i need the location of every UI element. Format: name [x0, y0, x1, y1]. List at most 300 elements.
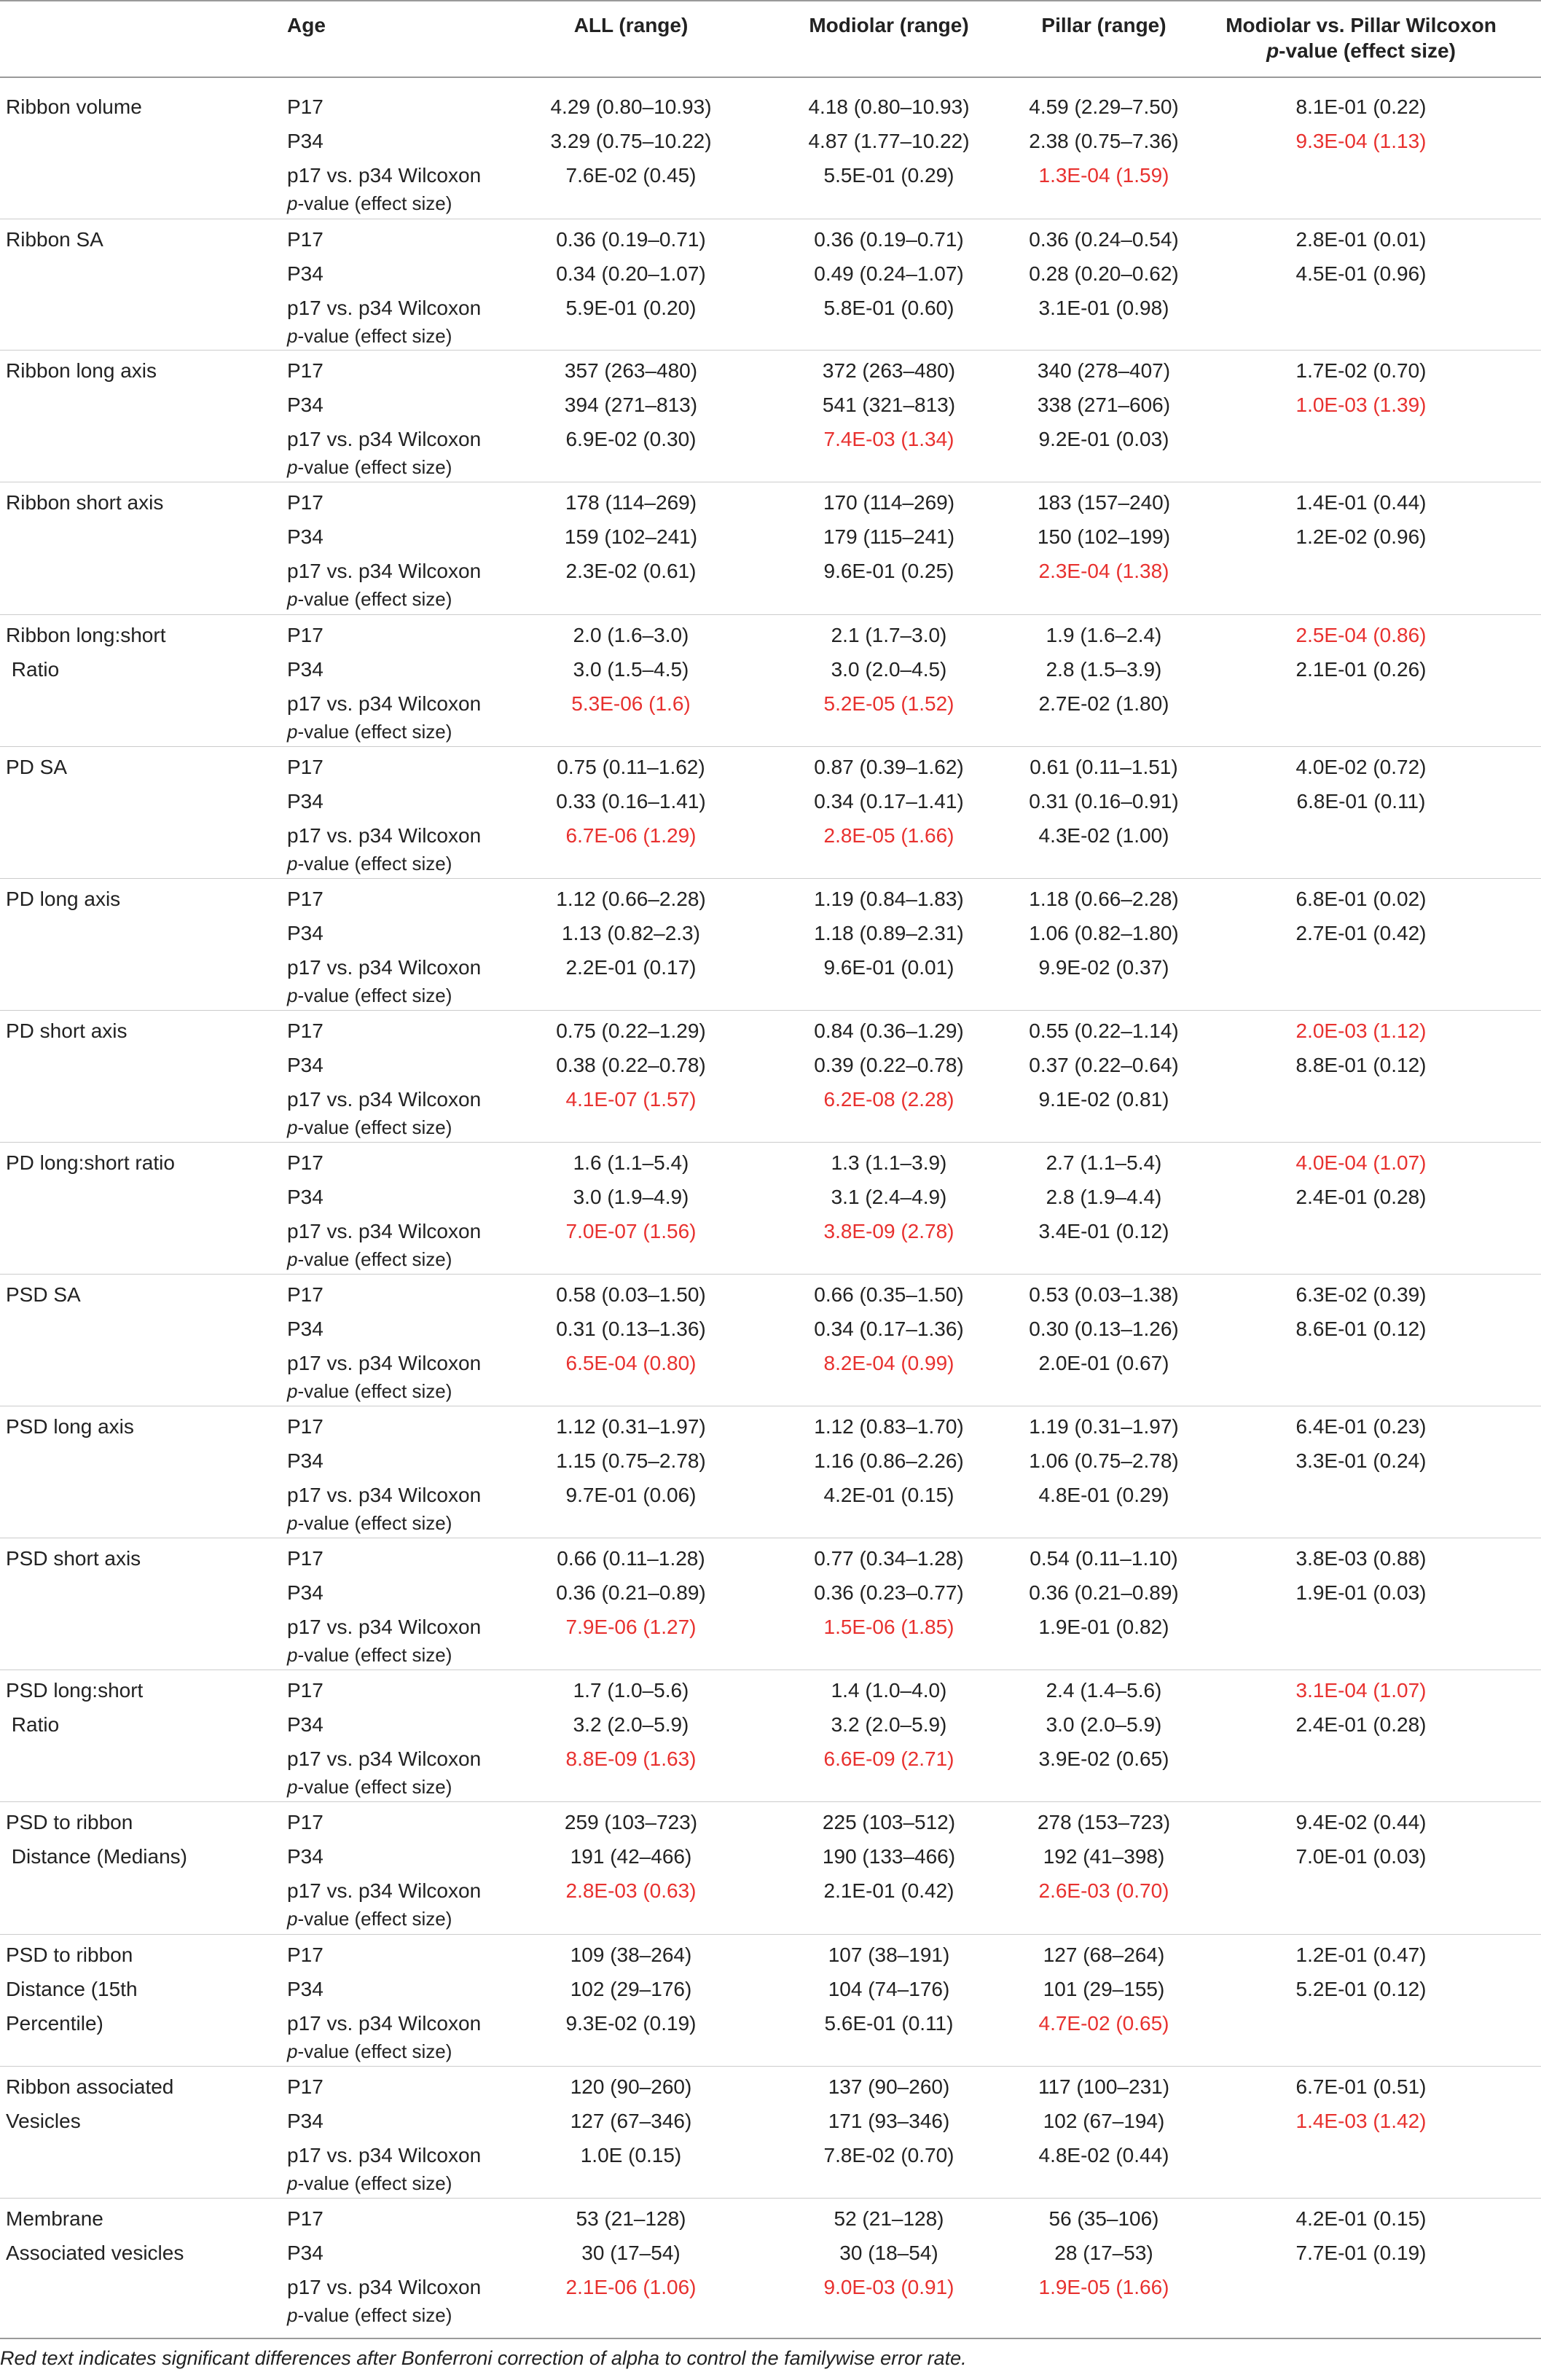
modiolar-compare-pvalue: 7.8E-02 (0.70) [823, 2144, 954, 2166]
row-label: Percentile) [6, 2012, 103, 2035]
modiolar-value: 30 (18–54) [839, 2242, 938, 2264]
all-value: 0.36 (0.19–0.71) [556, 228, 706, 251]
modiolar-value: 1.3 (1.1–3.9) [831, 1151, 947, 1174]
header-pillar: Pillar (range) [1041, 14, 1166, 36]
compare-p-italic: p [287, 2040, 298, 2062]
modiolar-compare-pvalue: 9.6E-01 (0.01) [823, 956, 954, 979]
age-p17: P17 [287, 359, 324, 382]
modiolar-compare-pvalue: 1.5E-06 (1.85) [823, 1616, 954, 1638]
pillar-value: 2.4 (1.4–5.6) [1046, 1679, 1162, 1702]
mvp-pvalue: 6.4E-01 (0.23) [1295, 1415, 1427, 1438]
compare-p-rest: -value (effect size) [297, 2040, 452, 2062]
pillar-compare-pvalue: 2.0E-01 (0.67) [1038, 1352, 1169, 1374]
age-compare-line2 [287, 587, 452, 611]
mvp-pvalue: 4.0E-02 (0.72) [1295, 756, 1427, 778]
pillar-value: 102 (67–194) [1043, 2110, 1165, 2132]
modiolar-compare-pvalue: 5.6E-01 (0.11) [824, 2012, 954, 2035]
all-compare-pvalue: 4.1E-07 (1.57) [565, 1088, 697, 1111]
row-label: PSD short axis [6, 1547, 141, 1570]
age-compare-line2 [287, 1379, 452, 1404]
compare-p-italic: p [287, 853, 298, 874]
compare-p-italic: p [287, 2304, 298, 2326]
mvp-pvalue: 4.5E-01 (0.96) [1295, 262, 1427, 285]
all-value: 3.29 (0.75–10.22) [550, 130, 712, 152]
header-modiolar: Modiolar (range) [809, 14, 969, 36]
pillar-compare-pvalue: 3.1E-01 (0.98) [1038, 297, 1169, 319]
pillar-compare-pvalue: 4.7E-02 (0.65) [1038, 2012, 1169, 2035]
age-p17: P17 [287, 2075, 324, 2098]
pillar-compare-pvalue: 1.9E-01 (0.82) [1038, 1616, 1169, 1638]
row-label: PSD to ribbon [6, 1943, 133, 1966]
age-compare: p17 vs. p34 Wilcoxon [287, 1879, 482, 1902]
header-all: ALL (range) [573, 14, 689, 36]
pillar-compare-pvalue: 9.1E-02 (0.81) [1038, 1088, 1169, 1111]
age-p34: P34 [287, 1054, 324, 1076]
modiolar-value: 104 (74–176) [828, 1978, 950, 2000]
modiolar-value: 137 (90–260) [828, 2075, 950, 2098]
compare-p-italic: p [287, 1380, 298, 1402]
age-compare-line2 [287, 1774, 452, 1799]
all-compare-pvalue: 5.3E-06 (1.6) [571, 692, 691, 715]
age-p17: P17 [287, 95, 324, 118]
pillar-value: 0.31 (0.16–0.91) [1029, 790, 1179, 813]
compare-p-italic: p [287, 325, 298, 347]
age-compare: p17 vs. p34 Wilcoxon [287, 1220, 482, 1242]
age-compare: p17 vs. p34 Wilcoxon [287, 1747, 482, 1770]
pillar-compare-pvalue: 4.3E-02 (1.00) [1038, 824, 1169, 847]
modiolar-value: 52 (21–128) [834, 2207, 944, 2230]
modiolar-compare-pvalue: 8.2E-04 (0.99) [823, 1352, 954, 1374]
age-p17: P17 [287, 491, 324, 514]
age-p34: P34 [287, 790, 324, 813]
row-label: PSD to ribbon [6, 1811, 133, 1833]
compare-p-italic: p [287, 1908, 298, 1930]
all-value: 0.31 (0.13–1.36) [556, 1318, 706, 1340]
all-value: 2.0 (1.6–3.0) [573, 624, 689, 646]
all-value: 3.0 (1.9–4.9) [573, 1186, 689, 1208]
age-compare-line2 [287, 1511, 452, 1535]
age-p34: P34 [287, 1186, 324, 1208]
age-p17: P17 [287, 1151, 324, 1174]
pillar-compare-pvalue: 2.6E-03 (0.70) [1038, 1879, 1169, 1902]
all-compare-pvalue: 8.8E-09 (1.63) [565, 1747, 697, 1770]
all-value: 178 (114–269) [565, 491, 697, 514]
all-value: 357 (263–480) [564, 359, 698, 382]
modiolar-value: 1.16 (0.86–2.26) [814, 1449, 964, 1472]
group-divider [0, 1142, 1541, 1143]
age-p17: P17 [287, 1415, 324, 1438]
modiolar-value: 0.66 (0.35–1.50) [814, 1283, 964, 1306]
age-compare: p17 vs. p34 Wilcoxon [287, 692, 482, 715]
modiolar-value: 1.19 (0.84–1.83) [814, 888, 964, 910]
modiolar-compare-pvalue: 2.8E-05 (1.66) [823, 824, 954, 847]
pillar-value: 0.36 (0.24–0.54) [1029, 228, 1179, 251]
all-compare-pvalue: 1.0E (0.15) [580, 2144, 682, 2166]
group-divider [0, 1801, 1541, 1802]
pillar-value: 2.8 (1.9–4.4) [1046, 1186, 1162, 1208]
modiolar-value: 190 (133–466) [822, 1845, 956, 1868]
all-value: 394 (271–813) [564, 394, 698, 416]
compare-p-rest: -value (effect size) [297, 325, 452, 347]
age-p34: P34 [287, 2110, 324, 2132]
age-p34: P34 [287, 525, 324, 548]
pillar-compare-pvalue: 9.2E-01 (0.03) [1038, 428, 1169, 450]
mvp-pvalue: 6.8E-01 (0.02) [1295, 888, 1427, 910]
compare-p-rest: -value (effect size) [297, 2172, 452, 2194]
all-compare-pvalue: 9.7E-01 (0.06) [565, 1484, 697, 1506]
all-value: 1.6 (1.1–5.4) [573, 1151, 689, 1174]
pillar-value: 4.59 (2.29–7.50) [1029, 95, 1179, 118]
compare-p-italic: p [287, 1248, 298, 1270]
all-value: 0.58 (0.03–1.50) [556, 1283, 706, 1306]
modiolar-value: 3.0 (2.0–4.5) [831, 658, 947, 681]
all-value: 0.34 (0.20–1.07) [556, 262, 706, 285]
mvp-pvalue: 1.2E-02 (0.96) [1295, 525, 1427, 548]
modiolar-value: 2.1 (1.7–3.0) [831, 624, 947, 646]
header-rule [0, 77, 1541, 78]
modiolar-value: 0.49 (0.24–1.07) [814, 262, 964, 285]
age-p17: P17 [287, 888, 324, 910]
table-top-rule [0, 0, 1541, 1]
compare-p-italic: p [287, 985, 298, 1006]
age-compare: p17 vs. p34 Wilcoxon [287, 560, 482, 582]
compare-p-rest: -value (effect size) [297, 588, 452, 610]
all-value: 159 (102–241) [564, 525, 698, 548]
pillar-value: 2.38 (0.75–7.36) [1029, 130, 1179, 152]
pillar-value: 150 (102–199) [1037, 525, 1171, 548]
mvp-pvalue: 6.7E-01 (0.51) [1295, 2075, 1427, 2098]
age-p17: P17 [287, 1283, 324, 1306]
compare-p-rest: -value (effect size) [297, 456, 452, 478]
age-compare-line2 [287, 324, 452, 348]
age-compare-line2 [287, 719, 452, 744]
mvp-pvalue: 4.0E-04 (1.07) [1295, 1151, 1427, 1174]
modiolar-value: 0.36 (0.23–0.77) [814, 1581, 964, 1604]
modiolar-value: 3.2 (2.0–5.9) [831, 1713, 947, 1736]
mvp-pvalue: 1.4E-03 (1.42) [1295, 2110, 1427, 2132]
pillar-value: 2.7 (1.1–5.4) [1046, 1151, 1162, 1174]
row-label: Ribbon long axis [6, 359, 157, 382]
row-label: Ribbon volume [6, 95, 142, 118]
age-compare: p17 vs. p34 Wilcoxon [287, 428, 482, 450]
pillar-compare-pvalue: 1.3E-04 (1.59) [1038, 164, 1169, 187]
mvp-pvalue: 2.4E-01 (0.28) [1295, 1186, 1427, 1208]
pillar-value: 0.54 (0.11–1.10) [1030, 1547, 1178, 1570]
group-divider [0, 1010, 1541, 1011]
age-compare: p17 vs. p34 Wilcoxon [287, 164, 482, 187]
group-divider [0, 1934, 1541, 1935]
all-compare-pvalue: 7.9E-06 (1.27) [565, 1616, 697, 1638]
all-value: 259 (103–723) [564, 1811, 698, 1833]
all-value: 109 (38–264) [570, 1943, 692, 1966]
pillar-value: 0.36 (0.21–0.89) [1029, 1581, 1179, 1604]
age-p34: P34 [287, 658, 324, 681]
header-age: Age [287, 14, 326, 36]
all-compare-pvalue: 5.9E-01 (0.20) [565, 297, 697, 319]
pillar-value: 56 (35–106) [1048, 2207, 1159, 2230]
age-p34: P34 [287, 1449, 324, 1472]
all-value: 120 (90–260) [570, 2075, 692, 2098]
row-label: Ratio [6, 1713, 60, 1736]
pillar-compare-pvalue: 4.8E-01 (0.29) [1038, 1484, 1169, 1506]
age-compare-line2 [287, 983, 452, 1008]
pillar-value: 0.30 (0.13–1.26) [1029, 1318, 1179, 1340]
age-p34: P34 [287, 2242, 324, 2264]
compare-p-rest: -value (effect size) [297, 192, 452, 214]
modiolar-compare-pvalue: 9.6E-01 (0.25) [823, 560, 954, 582]
age-compare: p17 vs. p34 Wilcoxon [287, 2144, 482, 2166]
all-compare-pvalue: 9.3E-02 (0.19) [565, 2012, 697, 2035]
group-divider [0, 878, 1541, 879]
all-value: 191 (42–466) [570, 1845, 692, 1868]
row-label: Membrane [6, 2207, 103, 2230]
all-compare-pvalue: 2.2E-01 (0.17) [565, 956, 697, 979]
mvp-pvalue: 1.0E-03 (1.39) [1295, 394, 1427, 416]
modiolar-value: 179 (115–241) [823, 525, 955, 548]
pillar-value: 2.8 (1.5–3.9) [1046, 658, 1162, 681]
mvp-pvalue: 2.8E-01 (0.01) [1295, 228, 1427, 251]
compare-p-italic: p [287, 721, 298, 743]
pillar-value: 3.0 (2.0–5.9) [1046, 1713, 1162, 1736]
all-value: 1.15 (0.75–2.78) [556, 1449, 706, 1472]
mvp-pvalue: 4.2E-01 (0.15) [1295, 2207, 1427, 2230]
modiolar-compare-pvalue: 4.2E-01 (0.15) [823, 1484, 954, 1506]
all-value: 0.33 (0.16–1.41) [556, 790, 706, 813]
modiolar-compare-pvalue: 6.2E-08 (2.28) [823, 1088, 954, 1111]
row-label: Associated vesicles [6, 2242, 184, 2264]
compare-p-rest: -value (effect size) [297, 1380, 452, 1402]
all-compare-pvalue: 2.3E-02 (0.61) [565, 560, 697, 582]
age-compare-line2 [287, 1906, 452, 1931]
header-modiolar-vs-pillar-line2 [1266, 39, 1456, 63]
row-label: Ratio [6, 658, 60, 681]
compare-p-rest: -value (effect size) [297, 1776, 452, 1798]
modiolar-value: 0.77 (0.34–1.28) [814, 1547, 964, 1570]
mvp-pvalue: 9.4E-02 (0.44) [1295, 1811, 1427, 1833]
mvp-pvalue: 8.8E-01 (0.12) [1295, 1054, 1427, 1076]
row-label: PD long axis [6, 888, 121, 910]
pillar-compare-pvalue: 3.9E-02 (0.65) [1038, 1747, 1169, 1770]
pillar-value: 0.28 (0.20–0.62) [1029, 262, 1179, 285]
mvp-pvalue: 6.8E-01 (0.11) [1296, 790, 1426, 813]
compare-p-italic: p [287, 192, 298, 214]
pillar-value: 338 (271–606) [1037, 394, 1171, 416]
mvp-pvalue: 2.1E-01 (0.26) [1295, 658, 1427, 681]
age-compare: p17 vs. p34 Wilcoxon [287, 956, 482, 979]
modiolar-value: 0.34 (0.17–1.41) [814, 790, 964, 813]
modiolar-value: 0.39 (0.22–0.78) [814, 1054, 964, 1076]
pillar-value: 28 (17–53) [1054, 2242, 1153, 2264]
modiolar-compare-pvalue: 5.5E-01 (0.29) [823, 164, 954, 187]
all-value: 1.12 (0.31–1.97) [556, 1415, 706, 1438]
group-divider [0, 350, 1541, 351]
age-compare: p17 vs. p34 Wilcoxon [287, 1352, 482, 1374]
mvp-pvalue: 2.4E-01 (0.28) [1295, 1713, 1427, 1736]
modiolar-value: 1.18 (0.89–2.31) [814, 922, 964, 944]
compare-p-rest: -value (effect size) [297, 985, 452, 1006]
age-p34: P34 [287, 262, 324, 285]
row-label: PD long:short ratio [6, 1151, 175, 1174]
modiolar-value: 541 (321–813) [822, 394, 956, 416]
modiolar-value: 0.84 (0.36–1.29) [814, 1019, 964, 1042]
age-compare: p17 vs. p34 Wilcoxon [287, 2276, 482, 2298]
compare-p-rest: -value (effect size) [297, 1248, 452, 1270]
pillar-value: 1.18 (0.66–2.28) [1029, 888, 1179, 910]
compare-p-rest: -value (effect size) [297, 1512, 452, 1534]
all-compare-pvalue: 2.1E-06 (1.06) [565, 2276, 697, 2298]
age-p34: P34 [287, 922, 324, 944]
pillar-value: 1.9 (1.6–2.4) [1046, 624, 1162, 646]
age-compare-line2 [287, 851, 452, 876]
age-p34: P34 [287, 1713, 324, 1736]
modiolar-value: 107 (38–191) [828, 1943, 950, 1966]
all-value: 102 (29–176) [570, 1978, 692, 2000]
age-p34: P34 [287, 1318, 324, 1340]
pillar-compare-pvalue: 2.7E-02 (1.80) [1038, 692, 1169, 715]
group-divider [0, 746, 1541, 747]
pillar-value: 183 (157–240) [1037, 491, 1171, 514]
age-p17: P17 [287, 1547, 324, 1570]
pillar-value: 0.37 (0.22–0.64) [1029, 1054, 1179, 1076]
pillar-value: 1.19 (0.31–1.97) [1029, 1415, 1179, 1438]
modiolar-value: 4.87 (1.77–10.22) [808, 130, 970, 152]
age-p34: P34 [287, 394, 324, 416]
mvp-pvalue: 7.0E-01 (0.03) [1295, 1845, 1427, 1868]
pillar-value: 340 (278–407) [1037, 359, 1171, 382]
age-p34: P34 [287, 1581, 324, 1604]
compare-p-italic: p [287, 1776, 298, 1798]
group-divider [0, 2066, 1541, 2067]
modiolar-compare-pvalue: 5.8E-01 (0.60) [823, 297, 954, 319]
row-label: Ribbon associated [6, 2075, 174, 2098]
header-p-rest: -value (effect size) [1279, 39, 1456, 62]
pillar-value: 1.06 (0.82–1.80) [1029, 922, 1179, 944]
all-compare-pvalue: 7.0E-07 (1.56) [565, 1220, 697, 1242]
age-p17: P17 [287, 1019, 324, 1042]
age-compare: p17 vs. p34 Wilcoxon [287, 1616, 482, 1638]
group-divider [0, 2198, 1541, 2199]
pillar-value: 117 (100–231) [1038, 2075, 1170, 2098]
age-compare-line2 [287, 455, 452, 479]
header-modiolar-vs-pillar: Modiolar vs. Pillar Wilcoxon [1226, 14, 1497, 36]
all-value: 0.36 (0.21–0.89) [556, 1581, 706, 1604]
pillar-compare-pvalue: 4.8E-02 (0.44) [1038, 2144, 1169, 2166]
table-bottom-rule [0, 2338, 1541, 2339]
all-value: 0.66 (0.11–1.28) [557, 1547, 705, 1570]
mvp-pvalue: 5.2E-01 (0.12) [1295, 1978, 1427, 2000]
age-compare-line2 [287, 1115, 452, 1140]
all-compare-pvalue: 6.7E-06 (1.29) [565, 824, 697, 847]
compare-p-italic: p [287, 588, 298, 610]
compare-p-italic: p [287, 1116, 298, 1138]
compare-p-rest: -value (effect size) [297, 721, 452, 743]
modiolar-value: 225 (103–512) [822, 1811, 956, 1833]
modiolar-value: 1.4 (1.0–4.0) [831, 1679, 947, 1702]
age-p17: P17 [287, 2207, 324, 2230]
compare-p-rest: -value (effect size) [297, 2304, 452, 2326]
pillar-value: 278 (153–723) [1037, 1811, 1171, 1833]
compare-p-rest: -value (effect size) [297, 1116, 452, 1138]
pillar-value: 0.53 (0.03–1.38) [1029, 1283, 1179, 1306]
age-compare-line2 [287, 191, 452, 216]
mvp-pvalue: 1.7E-02 (0.70) [1295, 359, 1427, 382]
all-compare-pvalue: 6.9E-02 (0.30) [565, 428, 697, 450]
row-label: Ribbon SA [6, 228, 103, 251]
row-label: Distance (Medians) [6, 1845, 187, 1868]
pillar-compare-pvalue: 2.3E-04 (1.38) [1038, 560, 1169, 582]
age-compare-line2 [287, 1643, 452, 1667]
compare-p-italic: p [287, 2172, 298, 2194]
modiolar-compare-pvalue: 6.6E-09 (2.71) [823, 1747, 954, 1770]
age-compare: p17 vs. p34 Wilcoxon [287, 2012, 482, 2035]
modiolar-value: 171 (93–346) [828, 2110, 950, 2132]
age-compare-line2 [287, 2171, 452, 2196]
modiolar-value: 4.18 (0.80–10.93) [808, 95, 970, 118]
age-compare: p17 vs. p34 Wilcoxon [287, 1484, 482, 1506]
row-label: PSD long:short [6, 1679, 144, 1702]
age-p34: P34 [287, 1978, 324, 2000]
mvp-pvalue: 8.1E-01 (0.22) [1295, 95, 1427, 118]
all-value: 30 (17–54) [581, 2242, 681, 2264]
age-compare: p17 vs. p34 Wilcoxon [287, 824, 482, 847]
pillar-compare-pvalue: 9.9E-02 (0.37) [1038, 956, 1169, 979]
pillar-value: 127 (68–264) [1043, 1943, 1165, 1966]
row-label: PSD SA [6, 1283, 81, 1306]
compare-p-italic: p [287, 456, 298, 478]
age-compare-line2 [287, 2039, 452, 2064]
age-p17: P17 [287, 228, 324, 251]
header-p-italic: p [1266, 39, 1279, 62]
pillar-compare-pvalue: 1.9E-05 (1.66) [1038, 2276, 1169, 2298]
mvp-pvalue: 1.4E-01 (0.44) [1295, 491, 1427, 514]
modiolar-compare-pvalue: 3.8E-09 (2.78) [823, 1220, 954, 1242]
compare-p-rest: -value (effect size) [297, 1644, 452, 1666]
age-compare: p17 vs. p34 Wilcoxon [287, 297, 482, 319]
modiolar-compare-pvalue: 7.4E-03 (1.34) [823, 428, 954, 450]
row-label: Distance (15th [6, 1978, 138, 2000]
group-divider [0, 614, 1541, 615]
row-label: Ribbon short axis [6, 491, 164, 514]
row-label: PD SA [6, 756, 68, 778]
age-p17: P17 [287, 1811, 324, 1833]
mvp-pvalue: 2.0E-03 (1.12) [1295, 1019, 1427, 1042]
all-compare-pvalue: 6.5E-04 (0.80) [565, 1352, 697, 1374]
mvp-pvalue: 2.7E-01 (0.42) [1295, 922, 1427, 944]
all-value: 4.29 (0.80–10.93) [550, 95, 712, 118]
modiolar-value: 0.34 (0.17–1.36) [814, 1318, 964, 1340]
compare-p-rest: -value (effect size) [297, 853, 452, 874]
mvp-pvalue: 7.7E-01 (0.19) [1295, 2242, 1427, 2264]
modiolar-compare-pvalue: 9.0E-03 (0.91) [823, 2276, 954, 2298]
modiolar-compare-pvalue: 2.1E-01 (0.42) [823, 1879, 954, 1902]
modiolar-value: 0.36 (0.19–0.71) [814, 228, 964, 251]
mvp-pvalue: 2.5E-04 (0.86) [1295, 624, 1427, 646]
row-label: Vesicles [6, 2110, 81, 2132]
all-value: 0.38 (0.22–0.78) [556, 1054, 706, 1076]
mvp-pvalue: 3.3E-01 (0.24) [1295, 1449, 1427, 1472]
row-label: PD short axis [6, 1019, 128, 1042]
mvp-pvalue: 8.6E-01 (0.12) [1295, 1318, 1427, 1340]
row-label: PSD long axis [6, 1415, 134, 1438]
mvp-pvalue: 9.3E-04 (1.13) [1295, 130, 1427, 152]
modiolar-compare-pvalue: 5.2E-05 (1.52) [823, 692, 954, 715]
age-compare-line2 [287, 1247, 452, 1272]
pillar-value: 101 (29–155) [1043, 1978, 1165, 2000]
mvp-pvalue: 1.9E-01 (0.03) [1295, 1581, 1427, 1604]
age-p17: P17 [287, 1943, 324, 1966]
mvp-pvalue: 3.8E-03 (0.88) [1295, 1547, 1427, 1570]
all-compare-pvalue: 7.6E-02 (0.45) [565, 164, 697, 187]
